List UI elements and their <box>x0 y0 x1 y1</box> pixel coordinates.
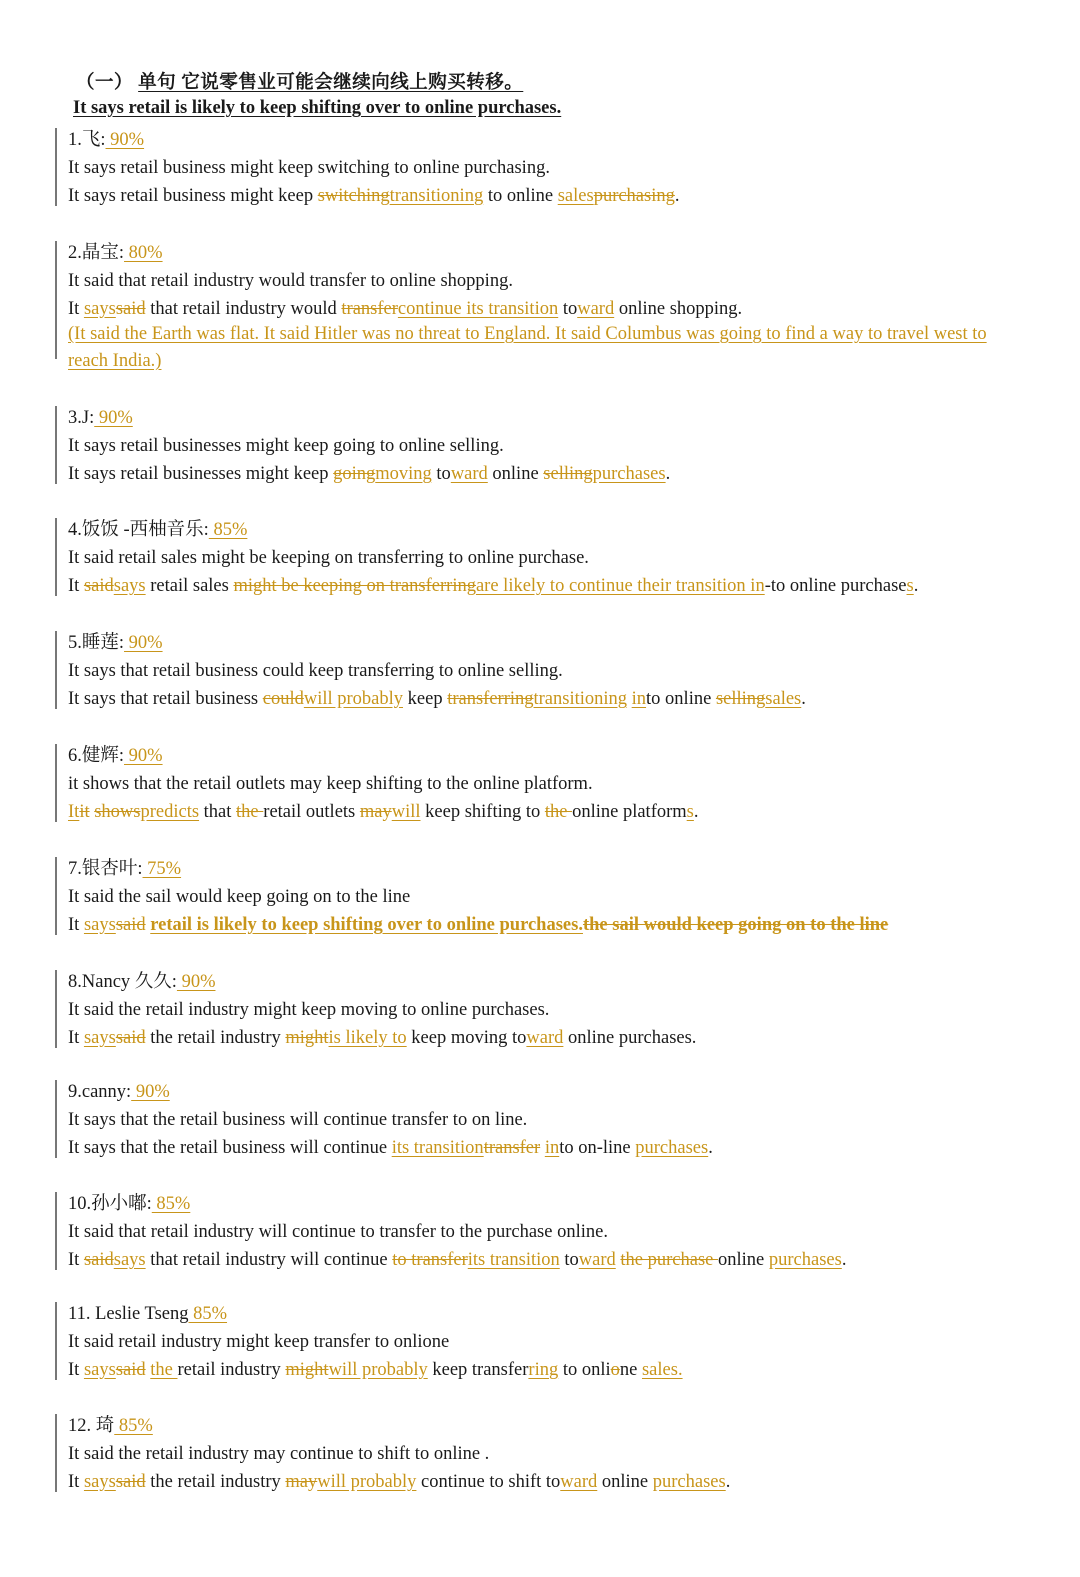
heading-prefix: （一） <box>76 73 134 93</box>
sentence-text: ne <box>619 1360 642 1380</box>
deleted-text: might be keeping on transferring <box>233 576 476 596</box>
heading-english: It says retail is likely to keep shifting over to online purchases. <box>73 98 562 118</box>
inserted-text: moving <box>375 464 432 484</box>
revised-sentence <box>68 574 918 598</box>
entry-label: 4.饭饭 -西柚音乐: <box>68 520 209 540</box>
sentence-text: to <box>559 1250 579 1270</box>
deleted-text: the <box>544 802 573 822</box>
sentence-text: the retail industry <box>145 1472 286 1492</box>
deleted-text: said <box>83 576 114 596</box>
revised-sentence <box>68 462 670 486</box>
original-sentence: It said the sail would keep going on to the line <box>68 887 411 907</box>
score-percent: 75% <box>142 859 182 879</box>
entry-label-line <box>68 857 181 881</box>
deleted-text: the <box>236 802 264 822</box>
entry-label-line <box>68 744 163 768</box>
deleted-text: said <box>115 1028 146 1048</box>
inserted-text: says <box>83 915 116 935</box>
score-percent: 80% <box>124 243 163 263</box>
sentence-text: continue to shift to <box>416 1472 561 1492</box>
heading-chinese-title: 单句 它说零售业可能会继续向线上购买转移。 <box>138 73 524 93</box>
entry-label: 9.canny: <box>68 1082 132 1102</box>
sentence-text: to online <box>483 186 558 206</box>
score-percent: 90% <box>124 633 163 653</box>
original-sentence: It said retail industry might keep transfer to onlione <box>68 1332 450 1352</box>
sentence-text: retail industry <box>177 1360 286 1380</box>
revision-bar <box>55 857 57 935</box>
inserted-text: in <box>544 1138 560 1158</box>
revision-bar <box>55 518 57 596</box>
revision-bar <box>55 128 57 206</box>
entry-label: 3.J: <box>68 408 95 428</box>
revision-bar <box>55 406 57 484</box>
sentence-text: online purchases. <box>563 1028 697 1048</box>
entry-label-line <box>68 970 215 994</box>
entry-label-line <box>68 1414 153 1438</box>
score-percent: 85% <box>151 1194 191 1214</box>
sentence-text: It <box>68 1360 84 1380</box>
sentence-text: online shopping. <box>614 299 743 319</box>
inserted-text: sales <box>765 689 802 709</box>
sentence-text: to online <box>646 689 716 709</box>
score-percent: 85% <box>114 1416 153 1436</box>
reviewer-note: (It said the Earth was flat. It said Hitler was no threat to England. It said Columbus was going to find a way to travel west to reach India.) <box>68 324 987 371</box>
original-sentence: It says that the retail business will continue transfer to on line. <box>68 1110 528 1130</box>
original-sentence: It says that retail business could keep transferring to online selling. <box>68 661 563 681</box>
sentence-text: . <box>674 186 680 206</box>
original-sentence: It said retail sales might be keeping on transferring to online purchase. <box>68 548 589 568</box>
sentence-text: to on-line <box>559 1138 636 1158</box>
deleted-text: switching <box>317 186 390 206</box>
heading-chinese <box>76 68 523 94</box>
inserted-text: says <box>113 1250 146 1270</box>
sentence-text: . <box>693 802 699 822</box>
inserted-text: transitioning <box>533 689 628 709</box>
sentence-text: to <box>558 299 578 319</box>
revised-sentence <box>68 1470 730 1494</box>
deleted-text: going <box>333 464 376 484</box>
sentence-text: . <box>801 689 806 709</box>
sentence-text: It <box>68 299 84 319</box>
inserted-text: will probably <box>328 1360 428 1380</box>
revision-bar <box>55 631 57 709</box>
sentence-text: It <box>68 1250 84 1270</box>
sentence-text: online <box>487 464 544 484</box>
sentence-text: It says retail business might keep <box>68 186 318 206</box>
deleted-text: o <box>610 1360 620 1380</box>
inserted-text: ring <box>528 1360 559 1380</box>
original-sentence: It says retail businesses might keep going to online selling. <box>68 436 504 456</box>
inserted-text: says <box>83 299 116 319</box>
sentence-text: It says that retail business <box>68 689 263 709</box>
entry-label-line <box>68 128 144 152</box>
entry-label: 10.孙小嘟: <box>68 1194 152 1214</box>
deleted-text: said <box>115 299 146 319</box>
entry-label-line <box>68 1080 170 1104</box>
sentence-text: . <box>841 1250 847 1270</box>
sentence-text: online platform <box>572 802 687 822</box>
sentence-text: . <box>913 576 919 596</box>
sentence-text: It <box>68 1028 84 1048</box>
inserted-text: says <box>113 576 146 596</box>
revision-bar <box>55 1080 57 1158</box>
inserted-text: transitioning <box>389 186 484 206</box>
inserted-text: s <box>906 576 914 596</box>
sentence-text: retail sales <box>145 576 234 596</box>
deleted-text: could <box>262 689 304 709</box>
revised-sentence <box>68 1136 713 1160</box>
revised-sentence <box>68 913 888 937</box>
inserted-text: will <box>391 802 421 822</box>
sentence-text: online <box>597 1472 653 1492</box>
entry-label-line <box>68 518 247 542</box>
inserted-text: ward <box>526 1028 564 1048</box>
deleted-text: said <box>115 1472 146 1492</box>
original-sentence: It said that retail industry would transfer to online shopping. <box>68 271 513 291</box>
inserted-text: ward <box>577 299 615 319</box>
entry-label-line <box>68 1192 190 1216</box>
sentence-text: It says retail businesses might keep <box>68 464 334 484</box>
sentence-text: to <box>431 464 451 484</box>
revised-sentence <box>68 1248 846 1272</box>
inserted-text: purchases <box>652 1472 726 1492</box>
sentence-text: It says that the retail business will continue <box>68 1138 392 1158</box>
sentence-text: keep transfer <box>427 1360 529 1380</box>
deleted-text: the sail would keep going on to the line <box>582 915 889 935</box>
deleted-text: transfer <box>483 1138 541 1158</box>
sentence-text: It <box>68 915 84 935</box>
original-sentence: It said the retail industry may continue to shift to online . <box>68 1444 490 1464</box>
inserted-text: It <box>68 802 80 822</box>
entry-label: 7.银杏叶: <box>68 859 143 879</box>
entry-label: 5.睡莲: <box>68 633 125 653</box>
inserted-text: sales <box>557 186 594 206</box>
inserted-text: says <box>83 1028 116 1048</box>
inserted-text: purchases <box>635 1138 709 1158</box>
revision-bar <box>55 1414 57 1492</box>
inserted-text: will probably <box>303 689 404 709</box>
sentence-text: the retail industry <box>145 1028 286 1048</box>
deleted-text: selling <box>715 689 766 709</box>
deleted-text: purchasing <box>593 186 675 206</box>
inserted-text: ward <box>578 1250 616 1270</box>
original-sentence: It said that retail industry will continue to transfer to the purchase online. <box>68 1222 608 1242</box>
entry-label: 6.健辉: <box>68 746 125 766</box>
entry-label-line <box>68 1302 227 1326</box>
inserted-text: purchases <box>592 464 666 484</box>
inserted-text: its transition <box>391 1138 484 1158</box>
entry-label: 2.晶宝: <box>68 243 125 263</box>
revised-sentence <box>68 297 742 321</box>
sentence-text: that retail industry will continue <box>145 1250 393 1270</box>
inserted-text: s <box>686 802 694 822</box>
revised-sentence <box>68 1026 696 1050</box>
inserted-text: continue its transition <box>397 299 559 319</box>
score-percent: 90% <box>131 1082 170 1102</box>
revised-sentence <box>68 687 806 711</box>
sentence-text: keep moving to <box>406 1028 527 1048</box>
entry-label: 12. 琦 <box>68 1416 115 1436</box>
inserted-text: predicts <box>140 802 200 822</box>
original-sentence: it shows that the retail outlets may keep shifting to the online platform. <box>68 774 593 794</box>
sentence-text: to onli <box>558 1360 611 1380</box>
sentence-text: . <box>725 1472 731 1492</box>
entry-label-line <box>68 631 163 655</box>
inserted-text: ward <box>560 1472 598 1492</box>
score-percent: 85% <box>188 1304 228 1324</box>
score-percent: 85% <box>208 520 248 540</box>
sentence-text: that <box>199 802 237 822</box>
deleted-text: selling <box>543 464 593 484</box>
revised-sentence <box>68 184 680 208</box>
entry-label: 1.飞: <box>68 130 106 150</box>
revision-bar <box>55 744 57 822</box>
deleted-text: might <box>285 1028 329 1048</box>
revision-bar <box>55 1192 57 1270</box>
inserted-text: the <box>150 1360 178 1380</box>
entry-label-line <box>68 241 163 265</box>
deleted-text: the purchase <box>620 1250 718 1270</box>
sentence-text: . <box>665 464 671 484</box>
revised-sentence <box>68 800 699 824</box>
sentence-text: online <box>718 1250 769 1270</box>
inserted-text: is likely to <box>328 1028 407 1048</box>
inserted-text: says <box>83 1360 116 1380</box>
deleted-text: transferring <box>447 689 534 709</box>
score-percent: 90% <box>94 408 133 428</box>
inserted-text: says <box>83 1472 116 1492</box>
inserted-text: in <box>631 689 647 709</box>
original-sentence: It said the retail industry might keep moving to online purchases. <box>68 1000 550 1020</box>
deleted-text: might <box>285 1360 329 1380</box>
revision-bar <box>55 241 57 359</box>
sentence-text: that retail industry would <box>145 299 342 319</box>
sentence-text: keep <box>403 689 448 709</box>
score-percent: 90% <box>124 746 163 766</box>
deleted-text: said <box>115 1360 146 1380</box>
inserted-text: will probably <box>317 1472 417 1492</box>
inserted-text: are likely to continue their transition in <box>475 576 765 596</box>
revision-bar <box>55 1302 57 1380</box>
inserted-text: its transition <box>467 1250 560 1270</box>
inserted-text: retail is likely to keep shifting over to online purchases. <box>150 915 583 935</box>
score-percent: 90% <box>176 972 216 992</box>
sentence-text: retail outlets <box>263 802 360 822</box>
deleted-text: said <box>115 915 146 935</box>
deleted-text: said <box>83 1250 114 1270</box>
revision-bar <box>55 970 57 1048</box>
sentence-text: -to online purchase <box>764 576 907 596</box>
original-sentence: It says retail business might keep switching to online purchasing. <box>68 158 550 178</box>
entry-label-line <box>68 406 133 430</box>
inserted-text: ward <box>450 464 488 484</box>
score-percent: 90% <box>105 130 145 150</box>
inserted-text: sales. <box>641 1360 683 1380</box>
sentence-text: . <box>708 1138 713 1158</box>
revised-sentence <box>68 1358 683 1382</box>
deleted-text: to transfer <box>392 1250 468 1270</box>
deleted-text: shows <box>94 802 141 822</box>
sentence-text: keep shifting to <box>420 802 545 822</box>
deleted-text: it <box>79 802 90 822</box>
entry-label: 8.Nancy 久久: <box>68 972 177 992</box>
deleted-text: transfer <box>341 299 398 319</box>
deleted-text: may <box>359 802 392 822</box>
entry-label: 11. Leslie Tseng <box>68 1304 189 1324</box>
sentence-text: It <box>68 576 84 596</box>
inserted-text: purchases <box>768 1250 842 1270</box>
sentence-text: It <box>68 1472 84 1492</box>
deleted-text: may <box>285 1472 318 1492</box>
